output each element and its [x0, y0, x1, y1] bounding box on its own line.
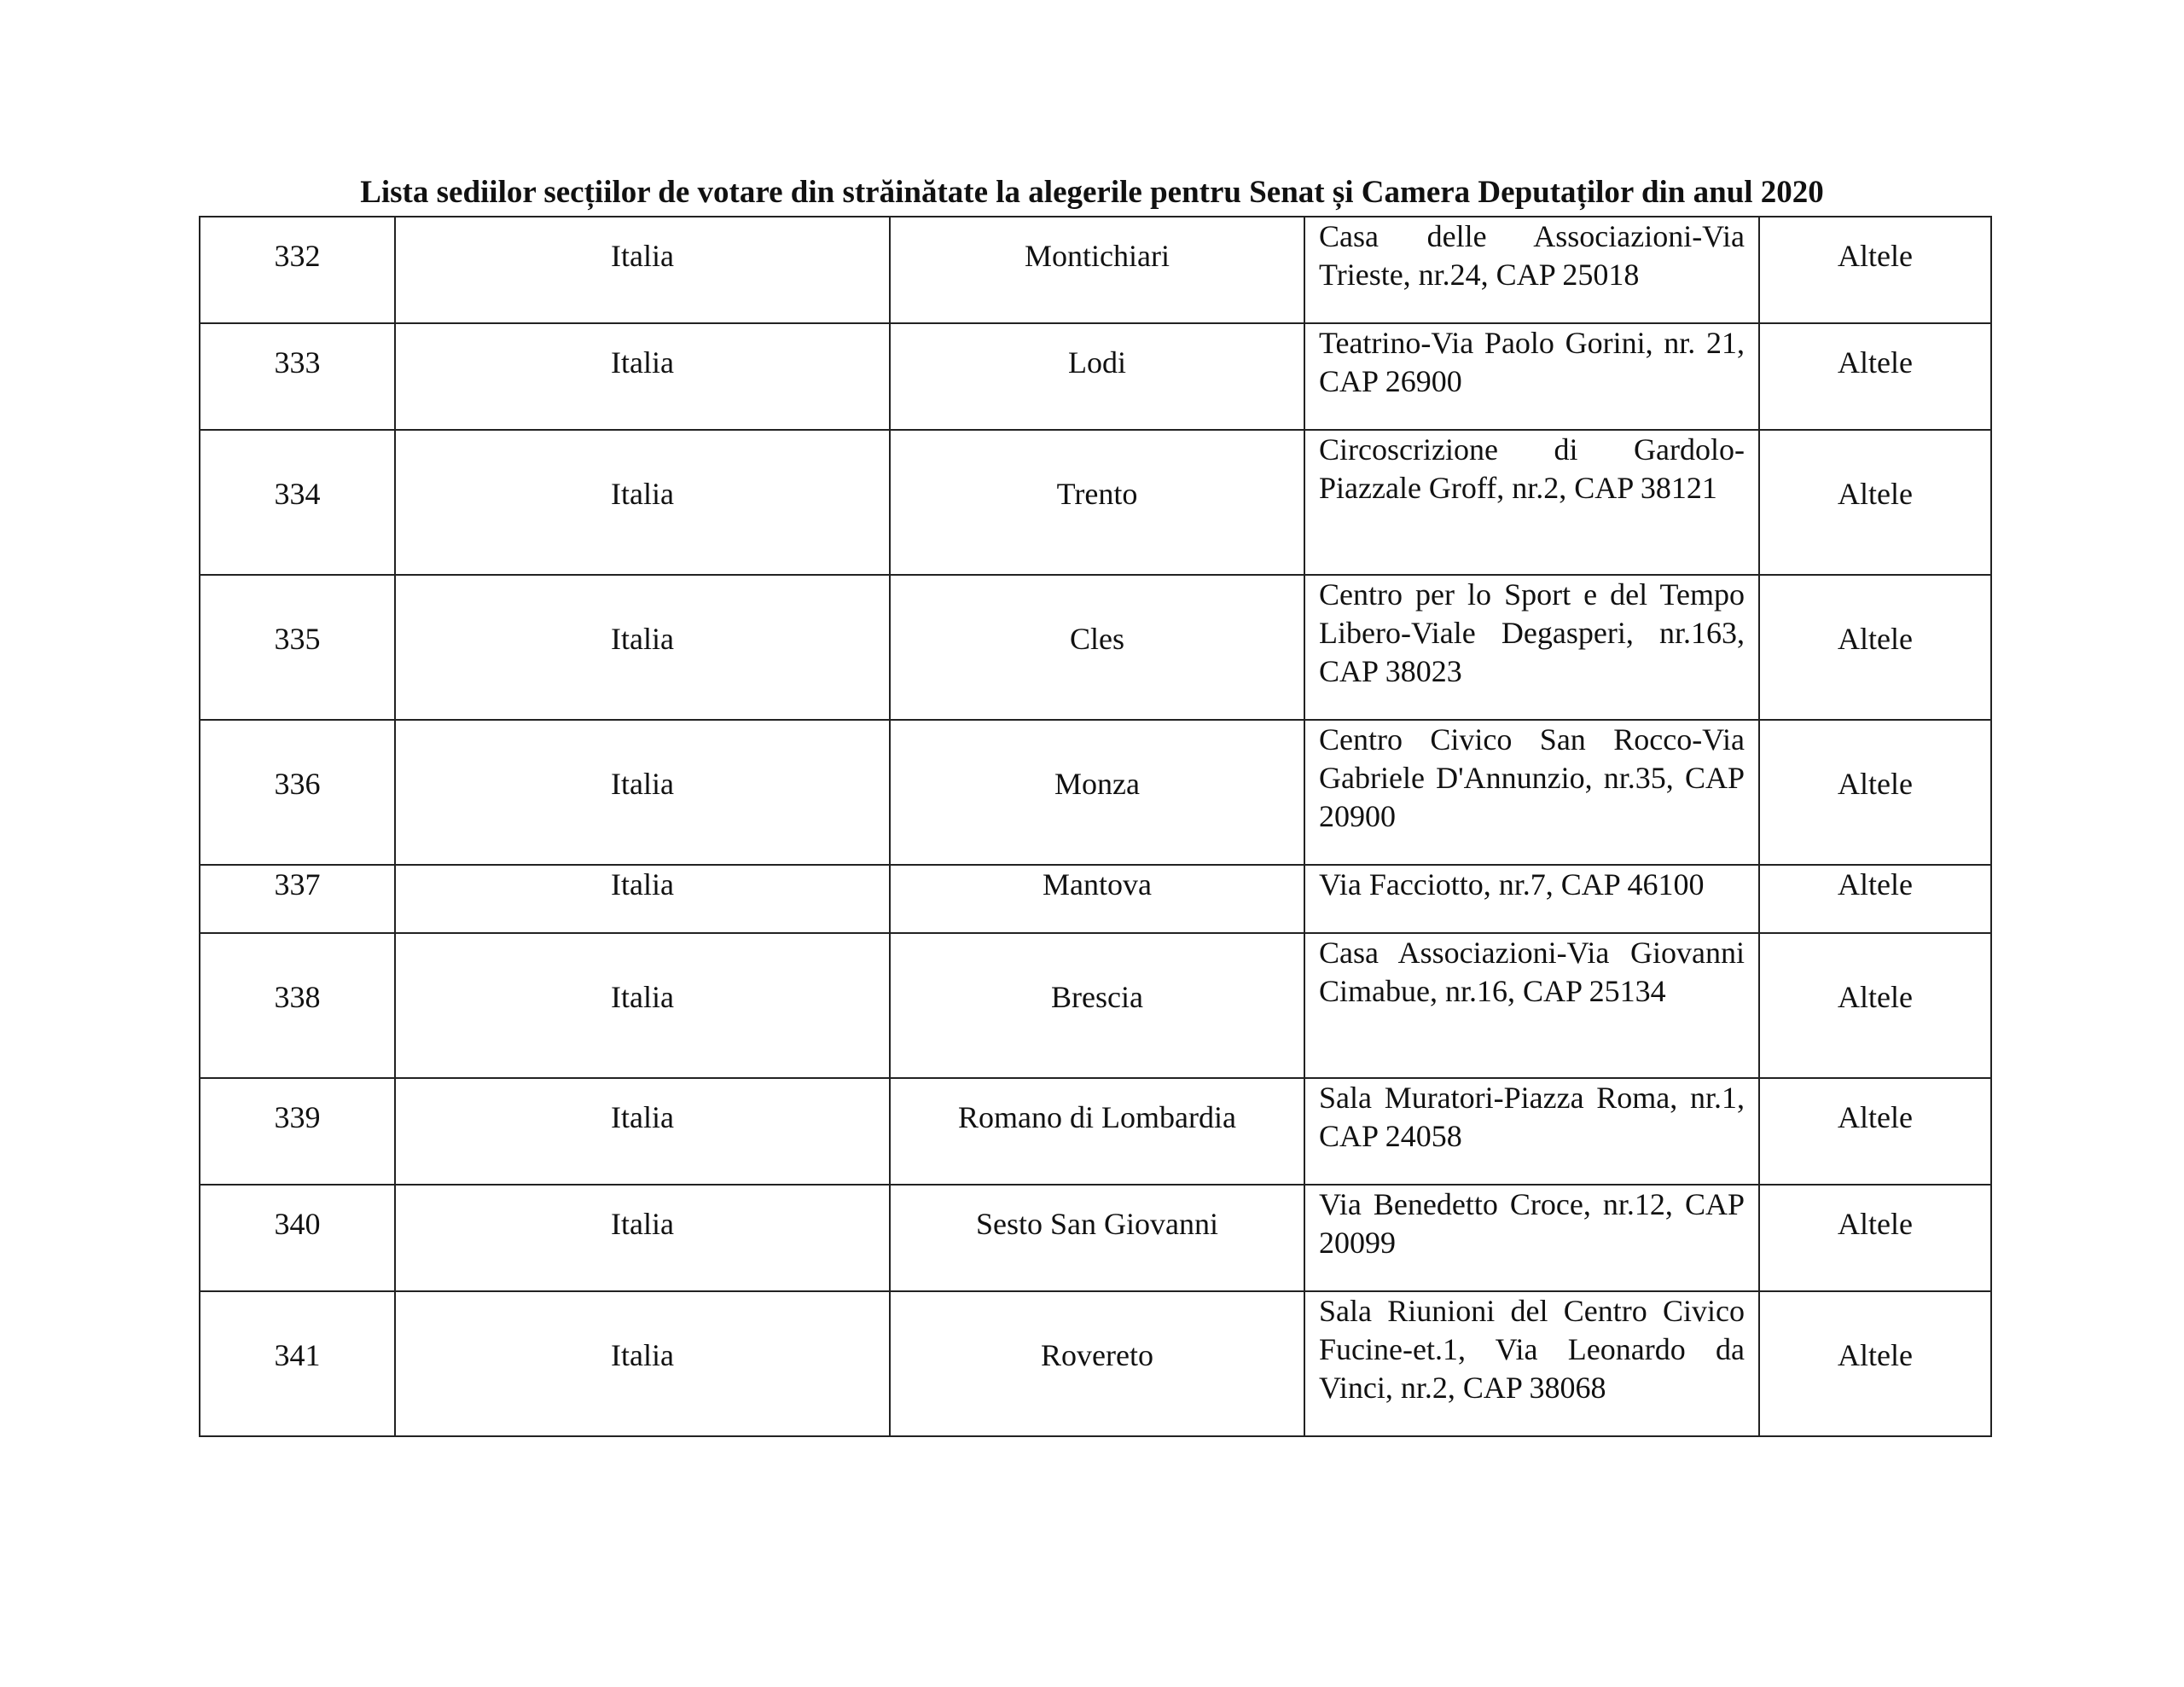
table-row — [200, 933, 1991, 1078]
country-cell: Italia — [395, 1078, 890, 1185]
country-cell: Italia — [395, 323, 890, 430]
country-cell: Italia — [395, 1291, 890, 1436]
city-cell: Rovereto — [890, 1291, 1304, 1436]
section-number-cell: 335 — [200, 575, 395, 720]
type-cell: Altele — [1759, 217, 1991, 323]
type-cell: Altele — [1759, 430, 1991, 575]
country-cell: Italia — [395, 720, 890, 865]
section-number-cell: 337 — [200, 865, 395, 933]
type-cell: Altele — [1759, 1078, 1991, 1185]
table-row — [200, 1291, 1991, 1436]
table-row — [200, 575, 1991, 720]
country-cell: Italia — [395, 865, 890, 933]
address-cell: Sala Muratori-Piazza Roma, nr.1, CAP 24058 — [1304, 1078, 1759, 1185]
address-cell: Sala Riunioni del Centro Civico Fucine-et.1, Via Leonardo da Vinci, nr.2, CAP 38068 — [1304, 1291, 1759, 1436]
section-number-cell: 336 — [200, 720, 395, 865]
section-number-cell: 334 — [200, 430, 395, 575]
voting-sections-table — [199, 216, 1992, 1437]
country-cell: Italia — [395, 217, 890, 323]
city-cell: Brescia — [890, 933, 1304, 1078]
address-cell: Centro Civico San Rocco-Via Gabriele D'Annunzio, nr.35, CAP 20900 — [1304, 720, 1759, 865]
city-cell: Cles — [890, 575, 1304, 720]
section-number-cell: 332 — [200, 217, 395, 323]
city-cell: Mantova — [890, 865, 1304, 933]
country-cell: Italia — [395, 430, 890, 575]
address-cell: Casa Associazioni-Via Giovanni Cimabue, nr.16, CAP 25134 — [1304, 933, 1759, 1078]
address-cell: Casa delle Associazioni-Via Trieste, nr.24, CAP 25018 — [1304, 217, 1759, 323]
address-cell: Via Benedetto Croce, nr.12, CAP 20099 — [1304, 1185, 1759, 1291]
city-cell: Trento — [890, 430, 1304, 575]
table-row — [200, 323, 1991, 430]
table-row — [200, 430, 1991, 575]
type-cell: Altele — [1759, 1291, 1991, 1436]
city-cell: Romano di Lombardia — [890, 1078, 1304, 1185]
table-row — [200, 865, 1991, 933]
address-cell: Teatrino-Via Paolo Gorini, nr. 21, CAP 26900 — [1304, 323, 1759, 430]
page-title: Lista sediilor secțiilor de votare din străinătate la alegerile pentru Senat și Camera Deputaților din anul 2020 — [360, 175, 1824, 210]
city-cell: Lodi — [890, 323, 1304, 430]
table-row — [200, 1078, 1991, 1185]
table-row — [200, 720, 1991, 865]
type-cell: Altele — [1759, 1185, 1991, 1291]
table-row — [200, 217, 1991, 323]
type-cell: Altele — [1759, 933, 1991, 1078]
table-row — [200, 1185, 1991, 1291]
type-cell: Altele — [1759, 575, 1991, 720]
country-cell: Italia — [395, 575, 890, 720]
address-cell: Circoscrizione di Gardolo-Piazzale Groff, nr.2, CAP 38121 — [1304, 430, 1759, 575]
section-number-cell: 340 — [200, 1185, 395, 1291]
section-number-cell: 333 — [200, 323, 395, 430]
city-cell: Sesto San Giovanni — [890, 1185, 1304, 1291]
section-number-cell: 338 — [200, 933, 395, 1078]
section-number-cell: 339 — [200, 1078, 395, 1185]
country-cell: Italia — [395, 1185, 890, 1291]
type-cell: Altele — [1759, 323, 1991, 430]
city-cell: Montichiari — [890, 217, 1304, 323]
city-cell: Monza — [890, 720, 1304, 865]
country-cell: Italia — [395, 933, 890, 1078]
type-cell: Altele — [1759, 865, 1991, 933]
section-number-cell: 341 — [200, 1291, 395, 1436]
address-cell: Centro per lo Sport e del Tempo Libero-Viale Degasperi, nr.163, CAP 38023 — [1304, 575, 1759, 720]
address-cell: Via Facciotto, nr.7, CAP 46100 — [1304, 865, 1759, 933]
type-cell: Altele — [1759, 720, 1991, 865]
